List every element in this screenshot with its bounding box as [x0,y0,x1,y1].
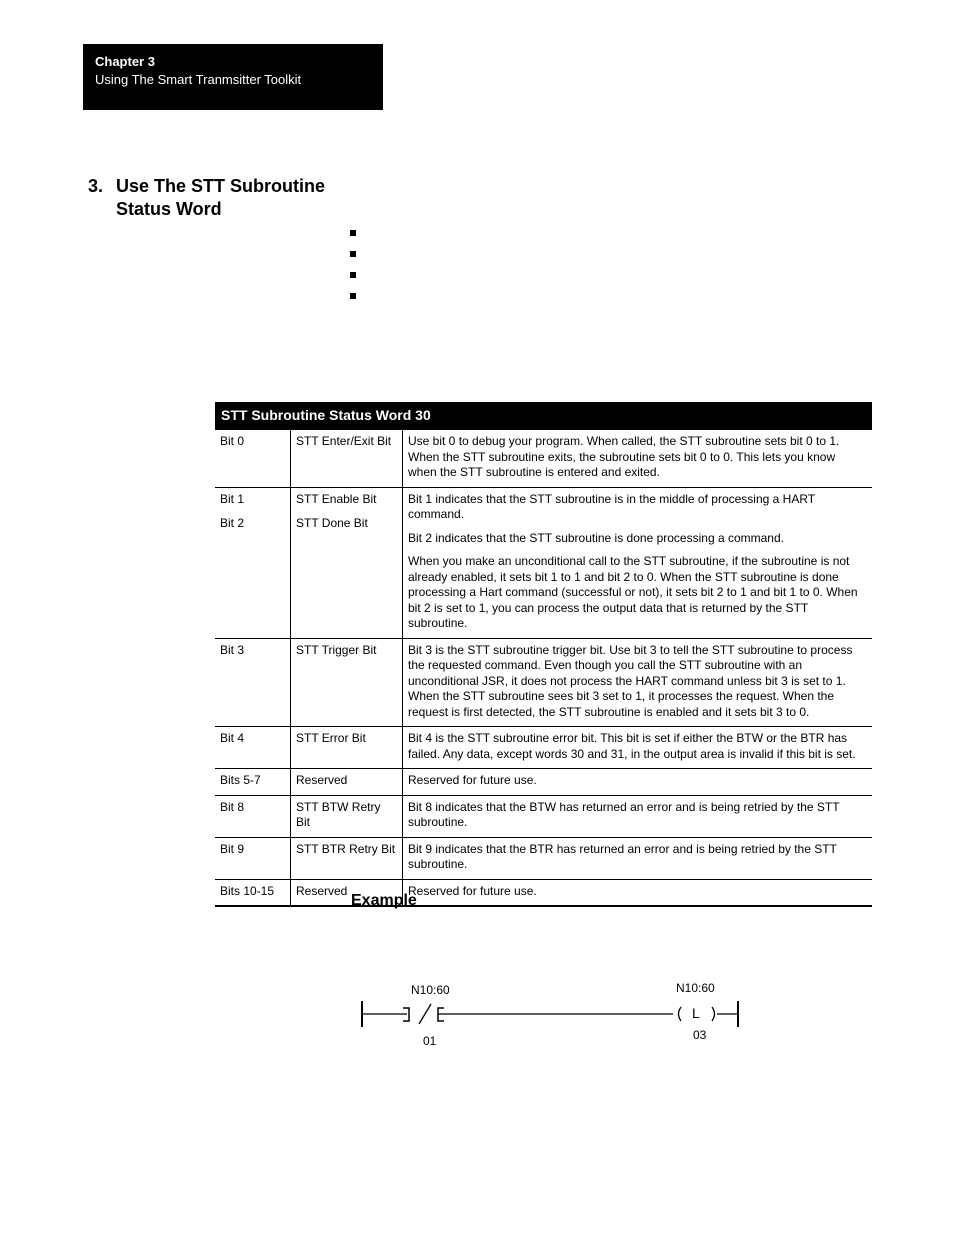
bit-cell: Bit 9 [215,837,291,879]
chapter-label: Chapter 3 [95,54,155,69]
name-label: STT Enable Bit [296,491,377,506]
status-word-table [215,402,872,907]
coil-bit: 03 [693,1028,707,1042]
section-title-line1: Use The STT Subroutine [116,176,326,196]
bit-label: Bit 1 [220,491,245,506]
table-row [215,727,872,769]
name-cell: STT BTW Retry Bit [291,795,403,837]
desc-cell: Use bit 0 to debug your program. When called, the STT subroutine sets bit 0 to 1. When the STT subroutine exits, the subroutine sets bit 0 to 0. This lets you know when the STT subroutine is entered and exited. [403,430,873,487]
desc-cell: Reserved for future use. [403,769,873,796]
table-row [215,769,872,796]
bullet-marker [350,230,356,236]
bit-cell: Bits 5-7 [215,769,291,796]
table-row [215,795,872,837]
bit-cell: Bit 4 [215,727,291,769]
desc-cell: Bit 8 indicates that the BTW has returned an error and is being retried by the STT subroutine. [403,795,873,837]
name-cell: STT Enter/Exit Bit [291,430,403,487]
bit-cell: Bit 8 [215,795,291,837]
section-number: 3. [88,176,104,196]
table-row [215,638,872,727]
name-cell: Reserved [291,769,403,796]
bullet-list [350,230,356,314]
name-cell: STT Error Bit [291,727,403,769]
table-row [215,430,872,487]
bit-cell: Bit 3 [215,638,291,727]
chapter-title: Using The Smart Tranmsitter Toolkit [95,72,302,87]
desc-cell: Bit 4 is the STT subroutine error bit. This bit is set if either the BTW or the BTR has failed. Any data, except words 30 and 31, in the output area is invalid if this bit is set. [403,727,873,769]
section-title-line2: Status Word [116,199,222,219]
section-heading [88,175,348,221]
desc-paragraph: Bit 1 indicates that the STT subroutine is in the middle of processing a HART command. [408,491,815,521]
bit-cell: Bit 0 [215,430,291,487]
contact-address: N10:60 [411,983,450,997]
desc-cell: Bit 3 is the STT subroutine trigger bit. Use bit 3 to tell the STT subroutine to process the requested command. Even though you call the STT subroutine with an unconditional JSR, it does not process the HART command unless bit 3 is set to 1. When the STT subroutine sees bit 3 set to 1, it processes the request. When the request is first detected, the STT subroutine is enabled and it sets bit 3 to 0. [403,638,873,727]
ladder-rung-diagram [355,975,755,1055]
coil-right-paren [712,1007,715,1021]
bullet-marker [350,272,356,278]
bit-cell [215,487,291,638]
coil-left-paren [679,1007,682,1021]
desc-cell: Reserved for future use. [403,879,873,906]
table-title: STT Subroutine Status Word 30 [215,402,872,430]
desc-paragraph: Bit 2 indicates that the STT subroutine is done processing a command. [408,530,784,545]
table-row [215,487,872,638]
table-row [215,837,872,879]
example-heading: Example [351,892,417,909]
coil-address: N10:60 [676,981,715,995]
table-row [215,879,872,906]
chapter-header [83,44,383,110]
name-cell: STT Trigger Bit [291,638,403,727]
name-cell [291,487,403,638]
name-cell: Reserved [291,879,403,906]
name-cell: STT BTR Retry Bit [291,837,403,879]
name-label: STT Done Bit [296,516,368,530]
desc-cell [403,487,873,638]
coil-symbol: L [692,1005,700,1021]
bullet-marker [350,293,356,299]
desc-paragraph: When you make an unconditional call to the STT subroutine, if the subroutine is not already enabled, it sets bit 1 to 1 and bit 2 to 0. When the STT subroutine is done processing a Hart command (successful or not), it sets bit 2 to 1 and bit 1 to 0. When bit 2 is set to 1, you can process the output data that is returned by the STT subroutine. [408,554,858,630]
bit-cell: Bits 10-15 [215,879,291,906]
contact-bit: 01 [423,1034,437,1048]
bullet-marker [350,251,356,257]
desc-cell: Bit 9 indicates that the BTR has returned an error and is being retried by the STT subroutine. [403,837,873,879]
bit-label: Bit 2 [220,516,245,530]
contact-slash [419,1004,431,1024]
